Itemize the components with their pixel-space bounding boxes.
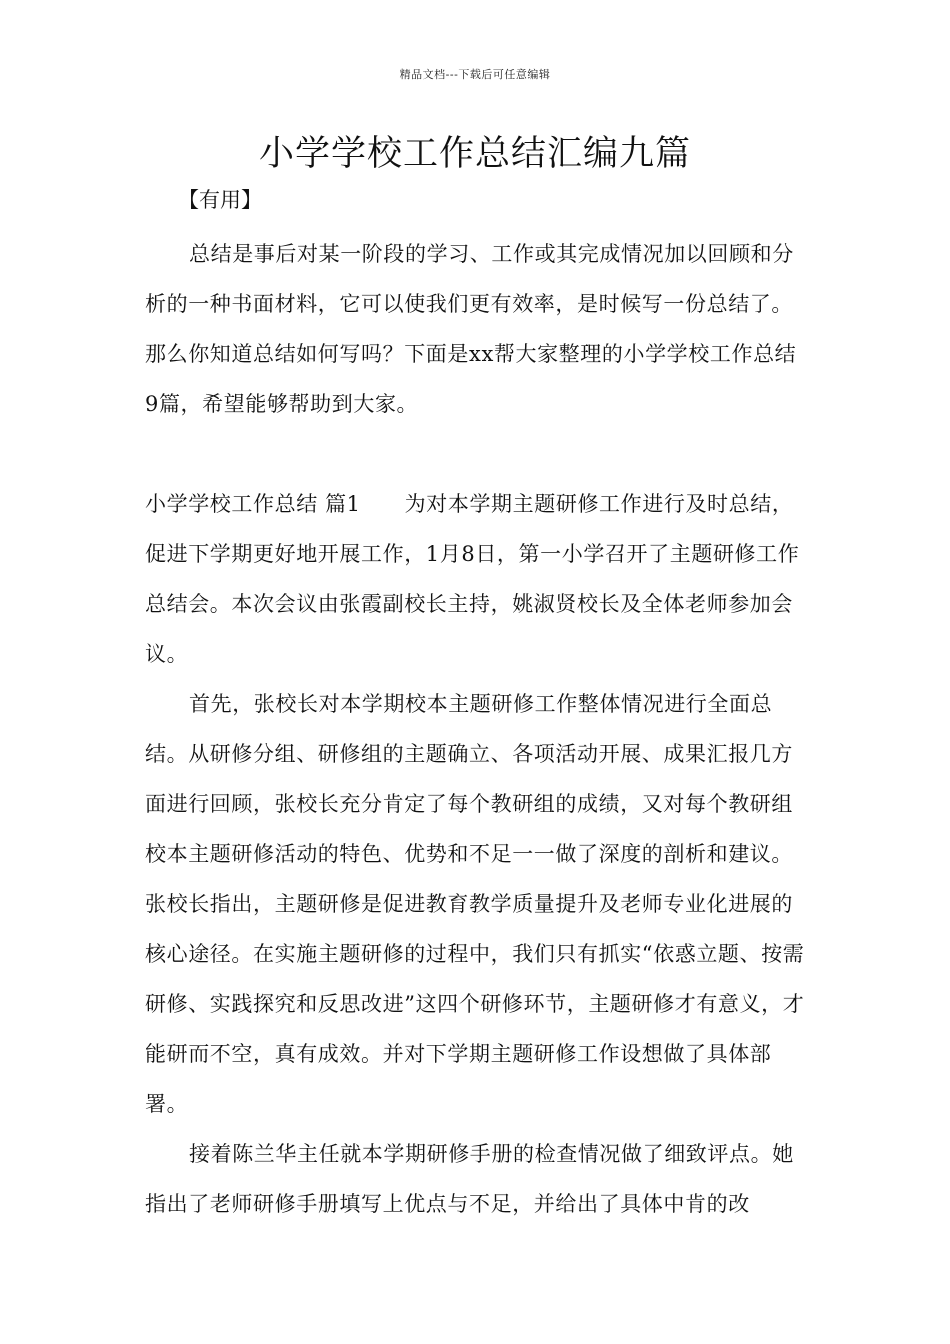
section1-paragraph-2: 首先，张校长对本学期校本主题研修工作整体情况进行全面总结。从研修分组、研修组的主题确立、各项活动开展、成果汇报几方面进行回顾，张校长充分肯定了每个教研组的成绩，又对每个教研组校本主题研修活动的特色、优势和不足一一做了深度的剖析和建议。张校长指出，主题研修是促进教育教学质量提升及老师专业化进展的核心途径。在实施主题研修的过程中，我们只有抓实“依惑立题、按需研修、实践探究和反思改进”这四个研修环节，主题研修才有意义，才能研而不空，真有成效。并对下学期主题研修工作设想做了具体部署。 [145,692,805,1116]
section1-heading: 小学学校工作总结 篇1 [145,492,361,516]
section1-paragraph-1 [145,479,810,679]
section1-paragraph-3: 接着陈兰华主任就本学期研修手册的检查情况做了细致评点。她指出了老师研修手册填写上优点与不足，并给出了具体中肯的改 [145,1142,794,1216]
header-note: 精品文档---下载后可任意编辑 [399,68,551,81]
section1-paragraph-1-text: 为对本学期主题研修工作进行及时总结，促进下学期更好地开展工作，1月8日，第一小学召开了主题研修工作总结会。本次会议由张霞副校长主持，姚淑贤校长及全体老师参加会议。 [145,492,800,666]
intro-paragraph: 总结是事后对某一阶段的学习、工作或其完成情况加以回顾和分析的一种书面材料，它可以使我们更有效率，是时候写一份总结了。那么你知道总结如何写吗？下面是xx帮大家整理的小学学校工作总结9篇，希望能够帮助到大家。 [145,242,797,416]
document-tag: 【有用】 [178,188,262,212]
document-title: 小学学校工作总结汇编九篇 [258,134,691,174]
document-body [145,229,810,1229]
paragraph-gap [145,429,810,479]
